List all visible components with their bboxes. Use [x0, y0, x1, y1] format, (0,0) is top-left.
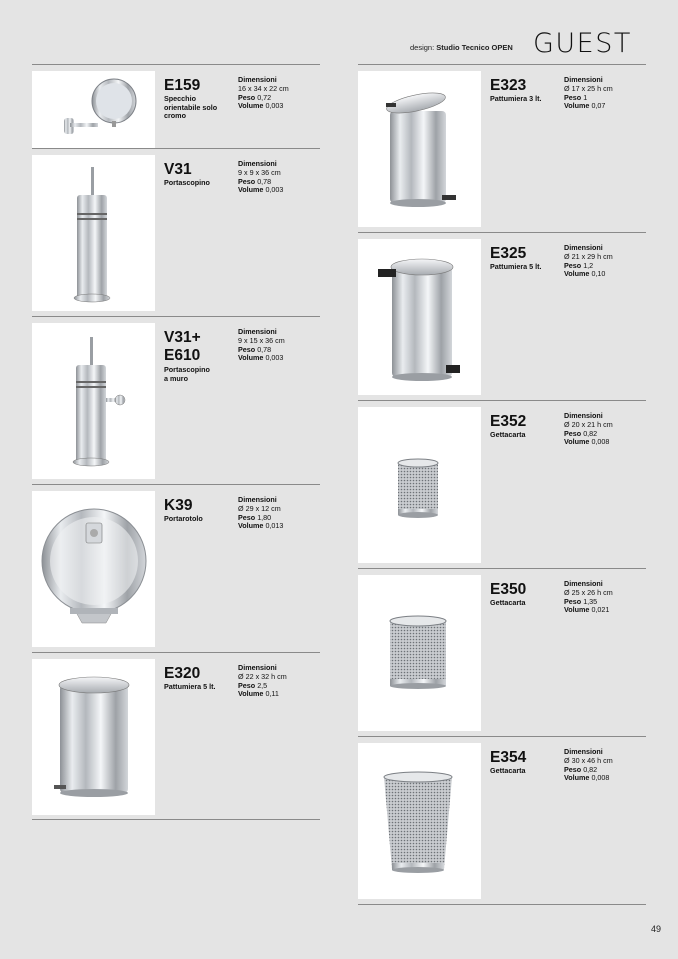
product-code: E323 [490, 77, 527, 94]
product-code: E159 [164, 77, 201, 94]
product-code: E320 [164, 665, 201, 682]
brand-logo: GUEST [533, 28, 632, 59]
left-product-column [32, 64, 320, 814]
product-k39 [32, 484, 320, 652]
product-e159 [32, 64, 320, 148]
product-description: Pattumiera 5 lt. [490, 262, 542, 271]
product-specs: Dimensioni Ø 29 x 12 cm Peso 1,80 Volume 0,013 [238, 495, 284, 531]
product-code: E354 [490, 749, 527, 766]
product-specs: Dimensioni Ø 17 x 25 h cm Peso 1 Volume 0,07 [564, 75, 613, 111]
product-code: E350 [490, 581, 527, 598]
product-e325 [358, 232, 646, 400]
pedal-bin-3lt-photo [358, 71, 481, 227]
product-specs: Dimensioni Ø 30 x 46 h cm Peso 0,82 Volume 0,008 [564, 747, 613, 783]
product-description: Gettacarta [490, 598, 526, 607]
product-e350 [358, 568, 646, 736]
product-description: Portarotolo [164, 514, 203, 523]
wastebasket-small-photo [358, 407, 481, 563]
product-description: Pattumiera 5 lt. [164, 682, 216, 691]
product-e320 [32, 652, 320, 814]
wall-toilet-brush-photo [32, 323, 155, 479]
product-specs: Dimensioni 9 x 9 x 36 cm Peso 0,78 Volume 0,003 [238, 159, 284, 195]
product-e323 [358, 64, 646, 232]
product-code: E352 [490, 413, 527, 430]
mirror-photo [32, 71, 155, 149]
pedal-bin-5lt-photo [32, 659, 155, 815]
column-bottom-rule [32, 819, 320, 820]
product-code: V31 [164, 161, 192, 178]
product-description: Gettacarta [490, 766, 526, 775]
page-number: 49 [651, 924, 662, 934]
product-description: Portascopino [164, 178, 210, 187]
product-e354 [358, 736, 646, 904]
product-code-secondary: E610 [164, 347, 201, 364]
product-specs: Dimensioni Ø 20 x 21 h cm Peso 0,82 Volume 0,008 [564, 411, 613, 447]
product-v31 [32, 148, 320, 316]
product-code: E325 [490, 245, 527, 262]
product-description: Portascopino a muro [164, 365, 210, 383]
pedal-bin-5lt-black-photo [358, 239, 481, 395]
right-product-column [358, 64, 646, 904]
product-e352 [358, 400, 646, 568]
toilet-brush-photo [32, 155, 155, 311]
product-description: Gettacarta [490, 430, 526, 439]
toilet-roll-holder-photo [32, 491, 155, 647]
wastebasket-tall-photo [358, 743, 481, 899]
product-specs: Dimensioni Ø 22 x 32 h cm Peso 2,5 Volume 0,11 [238, 663, 287, 699]
product-description: Specchio orientabile solo cromo [164, 94, 218, 121]
header-design-credit: design: Studio Tecnico OPEN [410, 43, 513, 52]
product-code: V31+ [164, 329, 201, 346]
wastebasket-medium-photo [358, 575, 481, 731]
column-bottom-rule [358, 904, 646, 905]
product-specs: Dimensioni Ø 21 x 29 h cm Peso 1,2 Volume 0,10 [564, 243, 613, 279]
product-specs: Dimensioni Ø 25 x 26 h cm Peso 1,35 Volume 0,021 [564, 579, 613, 615]
product-v31-e610 [32, 316, 320, 484]
product-specs: Dimensioni 9 x 15 x 36 cm Peso 0,78 Volume 0,003 [238, 327, 285, 363]
product-specs: Dimensioni 16 x 34 x 22 cm Peso 0,72 Volume 0,003 [238, 75, 289, 111]
product-description: Pattumiera 3 lt. [490, 94, 542, 103]
product-code: K39 [164, 497, 193, 514]
